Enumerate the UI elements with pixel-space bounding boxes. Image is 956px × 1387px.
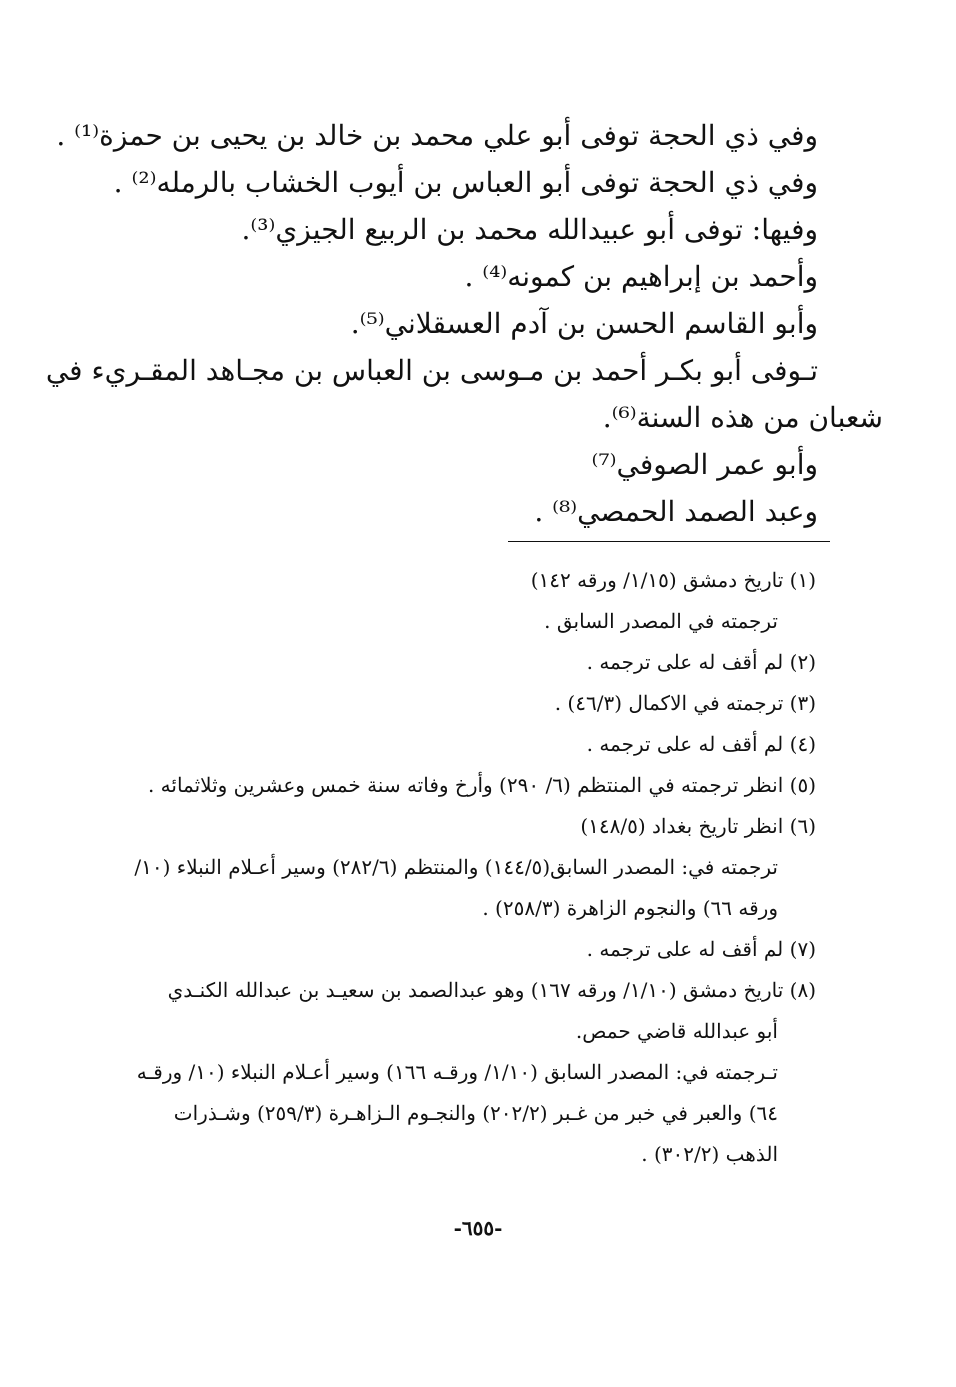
footnote-separator bbox=[508, 541, 830, 542]
footnotes bbox=[116, 560, 816, 1175]
main-line: وفيها: توفى أبو عبيدالله محمد بن الربيع الجيزي⁽³⁾. bbox=[241, 213, 818, 246]
footnote-line: (٤) لم أقف له على ترجمه . bbox=[586, 732, 816, 756]
main-text bbox=[45, 112, 883, 535]
footnote-line: ورقه ٦٦) والنجوم الزاهرة (٢٥٨/٣) . bbox=[482, 896, 778, 920]
footnote-line: أبو عبدالله قاضي حمص. bbox=[575, 1019, 778, 1043]
main-line: تـوفى أبو بكـر أحمد بن مـوسى بن العباس بن مجـاهد المقـريء في bbox=[45, 354, 818, 387]
footnote-line: (١) تاريخ دمشق (١/١٥/ ورقه ١٤٢) bbox=[530, 568, 816, 592]
footnote-line: (٧) لم أقف له على ترجمه . bbox=[586, 937, 816, 961]
page-number: -٦٥٥- bbox=[453, 1216, 503, 1240]
main-line: وفي ذي الحجة توفى أبو علي محمد بن خالد بن يحيى بن حمزة⁽¹⁾ . bbox=[56, 119, 818, 152]
footnote-line: تـرجمته في: المصدر السابق (١/١٠/ ورقـه ١٦٦) وسير أعـلام النبلاء (١٠/ ورقـه bbox=[136, 1060, 778, 1084]
main-line: وأبو عمر الصوفي⁽⁷⁾ bbox=[591, 448, 818, 481]
footnote-line: الذهب (٣٠٢/٢) . bbox=[641, 1142, 778, 1166]
footnote-line: ترجمته في: المصدر السابق(١٤٤/٥) والمنتظم (٢٨٢/٦) وسير أعـلام النبلاء (١٠/ bbox=[134, 855, 778, 879]
main-line: وعبد الصمد الحمصي⁽⁸⁾ . bbox=[534, 495, 818, 528]
main-line: وفي ذي الحجة توفى أبو العباس بن أيوب الخشاب بالرمله⁽²⁾ . bbox=[113, 166, 818, 199]
main-line: وأبو القاسم الحسن بن آدم العسقلاني⁽⁵⁾. bbox=[350, 307, 818, 340]
footnote-line: ٦٤) والعبر في خبر من غـبر (٢٠٢/٢) والنجـوم الـزاهـرة (٢٥٩/٣) وشـذرات bbox=[173, 1101, 778, 1125]
footnote-line: (٣) ترجمته في الاكمال (٤٦/٣) . bbox=[554, 691, 816, 715]
footnote-line: (٨) تاريخ دمشق (١/١٠/ ورقه ١٦٧) وهو عبدالصمد بن سعيـد بن عبدالله الكنـدي bbox=[167, 978, 816, 1002]
footnote-line: (٢) لم أقف له على ترجمه . bbox=[586, 650, 816, 674]
main-line: شعبان من هذه السنة⁽⁶⁾. bbox=[602, 401, 883, 434]
footnote-line: (٥) انظر ترجمته في المنتظم (٦/ ٢٩٠) وأرخ وفاته سنة خمس وعشرين وثلاثمائه . bbox=[147, 773, 816, 797]
main-line: وأحمد بن إبراهيم بن كمونه⁽⁴⁾ . bbox=[464, 260, 818, 293]
footnote-line: (٦) انظر تاريخ بغداد (١٤٨/٥) bbox=[580, 814, 816, 838]
footnote-line: ترجمته في المصدر السابق . bbox=[544, 609, 778, 633]
